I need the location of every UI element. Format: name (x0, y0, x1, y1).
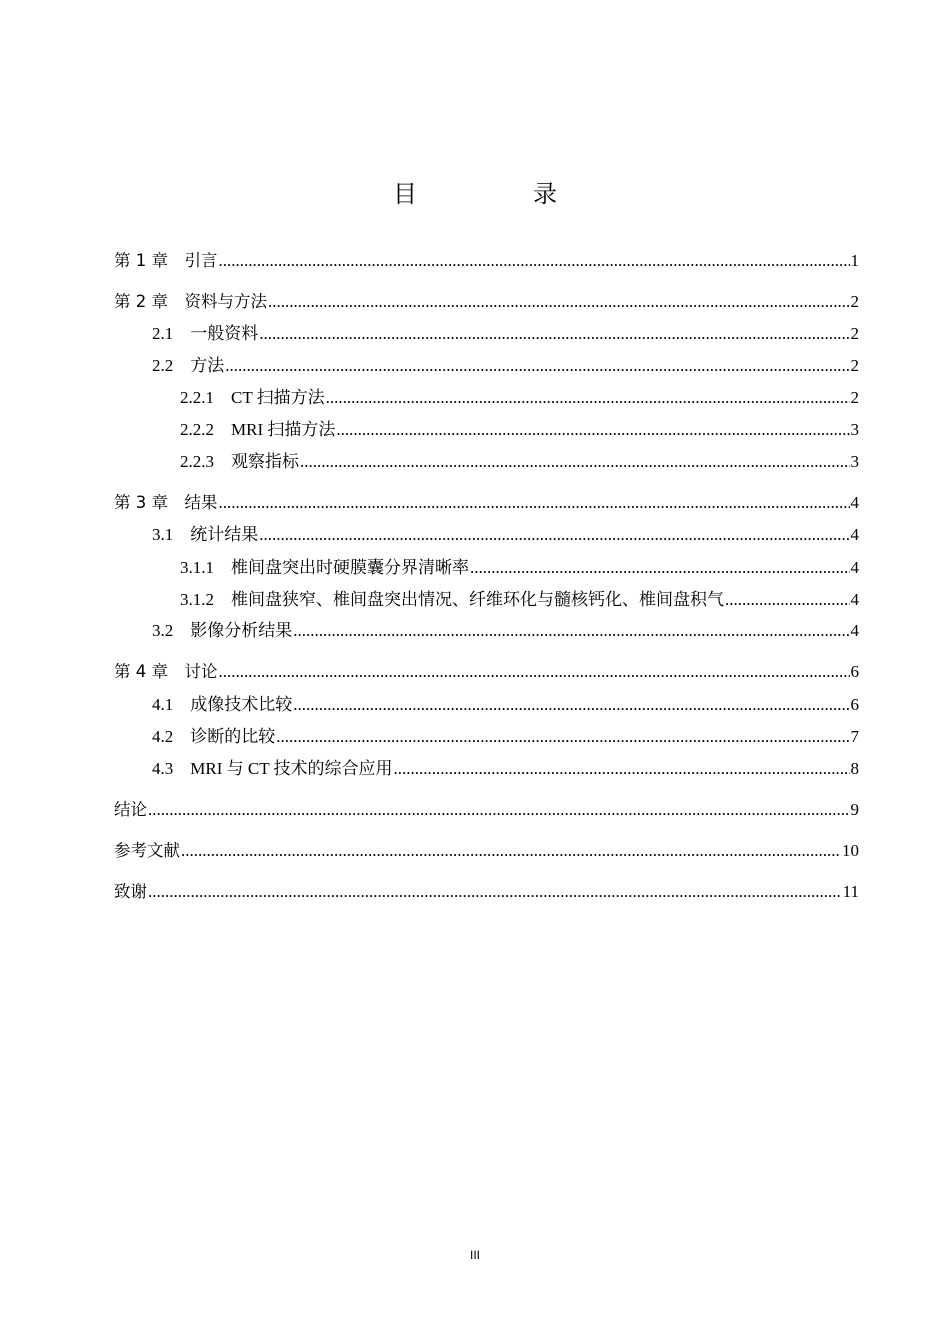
toc-entry-label: 3.1 统计结果 (152, 525, 259, 544)
toc-entry-3-1[interactable] (152, 522, 859, 546)
toc-entry-3-1-2[interactable] (180, 587, 859, 611)
toc-entry-3-2[interactable] (152, 618, 859, 642)
dot-leader (276, 726, 849, 748)
toc-page-number: 6 (850, 662, 859, 681)
toc-page-number: 3 (850, 420, 859, 439)
dot-leader (336, 419, 849, 441)
toc-page-number: 9 (850, 800, 859, 819)
toc-entry-label: 4.1 成像技术比较 (152, 695, 293, 714)
toc-entry-3-1-1[interactable] (180, 555, 859, 579)
dot-leader (225, 355, 849, 377)
toc-page-number: 4 (850, 493, 859, 512)
dot-leader (725, 589, 850, 611)
toc-entry-2-1[interactable] (152, 321, 859, 345)
toc-page-number: 6 (850, 695, 859, 714)
toc-page-number: 11 (842, 882, 859, 901)
toc-entry-conclusion[interactable] (114, 797, 859, 821)
dot-leader (259, 323, 849, 345)
dot-leader (394, 758, 850, 780)
toc-entry-label: 4.2 诊断的比较 (152, 727, 276, 746)
dot-leader (148, 799, 850, 821)
toc-page-number: 2 (850, 324, 859, 343)
toc-entry-label: 致谢 (114, 882, 147, 901)
toc-entry-2-2-1[interactable] (180, 385, 859, 409)
toc-page-number: 4 (850, 525, 859, 544)
toc-entry-label: 2.2.2 MRI 扫描方法 (180, 420, 336, 439)
toc-entry-chapter-2[interactable] (114, 289, 859, 313)
dot-leader (219, 492, 850, 514)
toc-page-number: 10 (842, 841, 859, 860)
toc-page-number: 2 (850, 388, 859, 407)
toc-entry-chapter-1[interactable] (114, 248, 859, 272)
toc-entry-chapter-3[interactable] (114, 490, 859, 514)
dot-leader (148, 881, 842, 903)
dot-leader (268, 291, 850, 313)
toc-entry-label: 参考文献 (114, 841, 180, 860)
toc-entry-4-2[interactable] (152, 724, 859, 748)
toc-page-number: 8 (850, 759, 859, 778)
toc-entry-label: 2.2 方法 (152, 356, 225, 375)
toc-entry-label: 2.2.3 观察指标 (180, 452, 299, 471)
toc-entry-4-3[interactable] (152, 756, 859, 780)
toc-entry-label: 结论 (114, 800, 147, 819)
dot-leader (470, 557, 850, 579)
toc-page-number: 4 (850, 558, 859, 577)
toc-entry-chapter-4[interactable] (114, 659, 859, 683)
dot-leader (219, 661, 850, 683)
toc-title: 目 录 (393, 180, 603, 208)
toc-entry-label: 3.1.2 椎间盘狭窄、椎间盘突出情况、纤维环化与髓核钙化、椎间盘积气 (180, 590, 724, 609)
toc-entry-acknowledgements[interactable] (114, 879, 859, 903)
toc-page-number: 4 (850, 590, 859, 609)
toc-page-number: 1 (850, 251, 859, 270)
dot-leader (293, 694, 849, 716)
toc-entry-label: 3.1.1 椎间盘突出时硬膜囊分界清晰率 (180, 558, 469, 577)
dot-leader (219, 250, 850, 272)
toc-entry-4-1[interactable] (152, 692, 859, 716)
footer-page-number: III (469, 1248, 480, 1262)
toc-page-number: 2 (850, 356, 859, 375)
toc-entry-2-2[interactable] (152, 353, 859, 377)
toc-page-number: 2 (850, 292, 859, 311)
toc-entry-label: 第 4 章 讨论 (114, 662, 218, 681)
dot-leader (326, 387, 850, 409)
toc-entry-references[interactable] (114, 838, 859, 862)
toc-entry-2-2-2[interactable] (180, 417, 859, 441)
toc-page-number: 7 (850, 727, 859, 746)
toc-entry-label: 第 2 章 资料与方法 (114, 292, 267, 311)
toc-page-number: 4 (850, 621, 859, 640)
toc-entry-label: 3.2 影像分析结果 (152, 621, 293, 640)
dot-leader (181, 840, 841, 862)
toc-entry-label: 第 3 章 结果 (114, 493, 218, 512)
toc-entry-label: 2.1 一般资料 (152, 324, 259, 343)
toc-page-number: 3 (850, 452, 859, 471)
dot-leader (293, 620, 849, 642)
toc-entry-label: 第 1 章 引言 (114, 251, 218, 270)
dot-leader (259, 524, 849, 546)
toc-entry-label: 2.2.1 CT 扫描方法 (180, 388, 325, 407)
toc-entry-2-2-3[interactable] (180, 449, 859, 473)
toc-entry-label: 4.3 MRI 与 CT 技术的综合应用 (152, 759, 393, 778)
dot-leader (300, 451, 850, 473)
